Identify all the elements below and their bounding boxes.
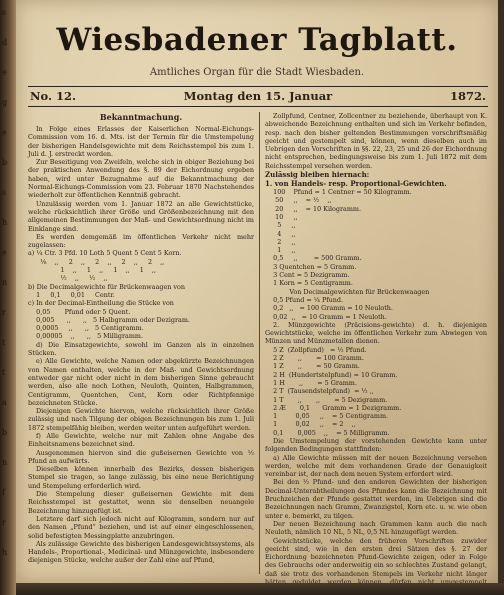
paragraph — [28, 432, 254, 449]
table-row: 50 ,, = ½ ,, — [265, 196, 332, 205]
paragraph-text: Als zulässige Gewichte des bisherigen Landesgewichtssystems, als Handels-, Proportional-, Medicinal- und Münzgewichte, insbesondere diejenigen Stücke, welche außer der Zahl eine auf Pfund, — [28, 539, 254, 565]
table-row: 0,5 ,, = 500 Gramm. — [265, 254, 362, 263]
header-rule-bottom — [28, 106, 488, 107]
paragraph-text: Ausgenommen hiervon sind die gußeisernen Gewichte von ½ Pfund an aufwärts. — [28, 448, 254, 465]
paragraph — [265, 437, 487, 454]
table-row: 1 H ,, = 5 Gramm. — [265, 378, 357, 387]
table-row: 5 Z (Zollpfund) = ½ Pfund. — [265, 345, 367, 354]
table-row: 1 ,, 1 ,, 1 ,, 1 ,, — [28, 266, 156, 275]
table-row: 20 ,, = 10 Kilogramm. — [265, 204, 362, 213]
paragraph-text: Dieselben können innerhalb des Bezirks, dessen bisherigen Stempel sie tragen, so lange zulässig, bis eine neue Berichtigung und Stempelung erforderlich wird. — [28, 465, 254, 490]
section-heading: Zulässig bleiben hiernach: — [265, 170, 370, 180]
table-row: ⅛ ,, 2 ,, 2 ,, 2 ,, 2 ,, — [28, 257, 165, 266]
spine-letter: s — [2, 8, 7, 17]
paragraph-text: In Folge eines Erlasses der Kaiserlichen Normal-Eichungs-Commission vom 16. d. Mts. ist der Termin für die Umstempelung der bisherigen Handelsgewichte mit dem Reichsstempel bis zum 1. Juli d. J. erstreckt worden. — [28, 125, 254, 158]
spine-letter: g — [2, 98, 8, 107]
spine-letter: b — [2, 428, 8, 437]
spine-letter: s — [2, 188, 7, 197]
paragraph — [28, 407, 254, 432]
table-row: 1 ,, — [265, 246, 296, 255]
table-row: ½ ,, ½ ,, — [28, 274, 108, 283]
table-row: 10 ,, — [265, 212, 298, 221]
paragraph-text: Gewichtstücke, welche den früheren Vorschriften zuwider geeicht sind, wie in den ersten drei Sätzen des §. 27 der Eichordnung bezeichneten Pfund-Gewichte zeigen, oder in Folge des Gebrauchs oder anderweitig ein so schlechtes Zustand gelangt, daß sie trotz des vorhandenen Stempels im Verkehr nicht länger — [265, 536, 487, 578]
table-row: 0,2 ,, = 100 Gramm = 10 Neuloth. — [265, 304, 393, 313]
spine-letter: e — [2, 248, 7, 257]
table-row: 1 Z ,, = 50 Gramm. — [265, 362, 360, 371]
paragraph-text: Zollpfund, Centner, Zollcentner zu beziehende, überhaupt von K. abweichende Bezeichnung enthalten und sich im Verkehr befinden, resp. nach den bisher geltenden Bestimmungen vorschriftsmäßig geeicht und gestempelt sind, können, wenn dieselben auch im Uebrigen den Vorschriften in §§. 22, 23, 25 und 26 der Eichordnung nicht entsprechen, bedingungsweise bis zum 1. Juli 1872 mit dem Reichsstempel versehen werden. — [265, 112, 487, 170]
table-row: 0,5 Pfund = ¼ Pfund. — [265, 295, 343, 304]
paragraph — [265, 321, 487, 346]
paragraph-text: 2. Münzgewichte (Präcisions-gewichte) d. h. diejenigen Gewichtstücke, welche im öffentlichen Verkehr zum Abwiegen von Münzen und Münzmetallen dienen. — [265, 320, 487, 346]
table-row: 2 Z ,, = 100 Gramm. — [265, 354, 364, 363]
newspaper-subtitle: Amtliches Organ für die Stadt Wiesbaden. — [149, 67, 365, 78]
table-row: 0,005 ,, ,, 5 Halbgramm oder Dezigram. — [28, 315, 190, 324]
table-row: 0,00005 ,, ,, 5 Milligramm. — [28, 332, 144, 341]
paragraph-text: f) Alle Gewichte, welche nur mit Zahlen ohne Angabe des Einheitsnamens bezeichnet sind. — [28, 431, 254, 449]
paragraph-text: Es werden demgemäß im öffentlichen Verkehr nicht mehr zugelassen: — [28, 232, 254, 250]
newspaper-page — [16, 0, 498, 583]
table-row: Von Decimalgewichten für Brückenwaagen — [265, 287, 430, 296]
spine-letter: h — [2, 218, 8, 227]
spine-letter: d — [2, 38, 8, 47]
paragraph — [28, 125, 254, 158]
paragraph — [28, 515, 254, 540]
table-row: 5 ,, — [265, 221, 296, 230]
table-row: 0,1 0,005 ,, = 5 Milligramm. — [265, 428, 390, 437]
paragraph — [265, 454, 487, 479]
table-row: c) In der Decimal-Eintheilung die Stücke von — [28, 299, 174, 308]
issue-number: No. 12. — [30, 89, 76, 103]
paragraph — [28, 200, 254, 233]
paragraph-text: Der neuen Bezeichnung nach Grammen kann auch die nach Neuloth, nämlich 10 NL, 5 NL, 0,5 NL hinzugefügt werden. — [265, 519, 487, 537]
table-row: 1 0,1 0,01 Centr. — [28, 290, 115, 299]
paragraph-text: e) Alle Gewichte, welche Namen oder abgekürzte Bezeichnungen von Namen enthalten, welche in der Maß- und Gewichtsordnung entweder gar nicht oder nicht in dem bisherigen Sinne gebraucht werden, also alle noch Lothen, Neuloth, Quinten, Halbgrammen, Centigramm, Quentchen, Cent, Korn oder Richtpfennige bezeichneten Stücke. — [28, 357, 254, 407]
spine-letter: b — [2, 158, 8, 167]
paragraph — [28, 465, 254, 490]
table-row: 2 Æ 0,1 Gramm = 1 Dezigramm. — [265, 403, 402, 412]
table-row: 1 Korn = 5 Centigramm. — [265, 279, 353, 288]
paragraph — [28, 158, 254, 199]
spine-letter: t — [2, 368, 6, 377]
table-row: 4 ,, — [265, 229, 296, 238]
table-row: 3 Quentchen = 5 Gramm. — [265, 262, 357, 271]
page-edge — [16, 583, 504, 595]
paragraph-text: Die Stempelung dieser gußeisernen Gewichte mit dem Reichsstempel ist gestattet, wenn sie denselben neuangele Bezeichnung hinzugefügt ist. — [28, 490, 254, 515]
paragraph — [28, 490, 254, 515]
paragraph-text: Diejenigen Gewichte hiervon, welche rücksichtlich ihrer Größe zulässig und nach Tilgung der obigen Bezeichnungen bis zum 1. Juli 1872 stempelfähig bleiben, werden weiter unten aufgeführt werden. — [28, 407, 254, 432]
spine-letter: t — [2, 338, 6, 347]
table-row: 0,0005 ,, ,, 5 Centigramm. — [28, 324, 144, 333]
paragraph-text: Bei den ½ Pfund- und den anderen Gewichten der bisherigen Decimal-Unterabtheilungen des Pfundes kann die Bezeichnung mit Bruchzeichen der Pfunde gestattet werden, im Uebrigen sind die Bezeichnungen nach Gramm, Zwanzigstel, Korn etc. u. w. wie oben unter e. bemerkt, zu tilgen. — [265, 478, 487, 520]
table-row: b) Die Decimalgewichte für Brückenwaagen von — [28, 282, 185, 291]
table-row: 3 Cent = 5 Dezigramm. — [265, 271, 350, 280]
paragraph — [265, 520, 487, 537]
issue-line — [30, 89, 486, 105]
spine-letter: h — [2, 548, 8, 557]
issue-year: 1872. — [449, 89, 486, 103]
spine-letter: f — [2, 488, 5, 497]
paragraph — [28, 357, 254, 407]
notice-heading: Bekanntmachung. — [99, 112, 183, 122]
spine-letter: n — [2, 278, 8, 287]
issue-date: Montag den 15. Januar — [183, 89, 333, 103]
table-row: 1 0,05 ,, = 5 Centigramm. — [265, 412, 389, 421]
header-rule-top — [28, 86, 488, 87]
paragraph — [28, 233, 254, 250]
table-row: 2 ,, — [265, 237, 296, 246]
table-row: 0,02 ,, = 10 Gramm = 1 Neuloth. — [265, 312, 387, 321]
table-row: 1 0,02 ,, = 2 ,, — [265, 420, 356, 429]
left-column — [28, 112, 254, 576]
paragraph-text: a) Alle Gewichte müssen mit der neuen Bezeichnung versehen werden, welche mit dem vorhandenen Grade der Genauigkeit vereinbar ist, der nach dem neuen System erfordert wird. — [265, 453, 487, 479]
paragraph-text: Zur Beseitigung von Zweifeln, welche sich in obiger Beziehung bei der praktischen Anwendung des §. 89 der Eichordnung ergeben haben, wird unter Bezugnahme auf die Bekanntmachung der Normal-Eichungs-Commission vom 23. Februar 1870 Nachstehendes wiederholt zur öffentlichen Kenntniß gebracht. — [28, 158, 254, 200]
paragraph — [265, 112, 487, 170]
section-heading: 1. von Handels- resp. Proportional-Gewichten. — [265, 179, 447, 189]
table-row: 100 Pfund = 1 Centner = 50 Kilogramm. — [265, 188, 412, 197]
spine-letter: r — [2, 518, 6, 527]
paragraph-text: Die Umstempelung der vorstehenden Gewichte kann unter folgenden Bedingungen stattfinden: — [265, 436, 487, 454]
table-row: a) ¼ Ctr. 3 Pfd. 10 Loth 5 Quent 5 Cent 5 Korn. — [28, 249, 182, 258]
book-spine — [0, 0, 16, 595]
column-divider — [259, 112, 260, 574]
spine-letter: e — [2, 68, 7, 77]
paragraph-text: d) Die Einsatzgewichte, sowohl im Ganzen als in einzelnen Stücken. — [28, 340, 254, 358]
spine-letter: a — [2, 398, 7, 407]
paragraph — [28, 540, 254, 565]
paragraph-text: Unzulässig werden vom 1. Januar 1872 an alle Gewichtstücke, welche rücksichtlich ihrer Größe und Größenbezeichnung mit den allgemeinen Bestimmungen der Maß- und Gewichtsordnung nicht im Einklange sind. — [28, 199, 254, 233]
paragraph-text: Letztere darf sich jedoch nicht auf Kilogramm, sondern nur auf den Namen „Pfund“ beziehen, und ist auf einer eingeschlossenen, solid befestigten Messingplatte anzubringen. — [28, 514, 254, 540]
paragraph — [28, 341, 254, 358]
newspaper-title: Wiesbadener Tagblatt. — [56, 22, 458, 58]
table-row: 2 T (Tausendstelpfund) = ½ ,, — [265, 387, 374, 396]
table-row: 1 T ,, ,, = 5 Dezigramm. — [265, 395, 388, 404]
table-row: 2 H (Hundertstelpfund) = 10 Gramm. — [265, 370, 398, 379]
spine-letter: e — [2, 128, 7, 137]
paragraph — [265, 478, 487, 519]
paragraph — [28, 449, 254, 466]
table-row: 0,05 Pfund oder 5 Quent. — [28, 307, 131, 316]
spine-letter: r — [2, 308, 6, 317]
right-column — [265, 112, 487, 576]
spine-letter: n — [2, 458, 8, 467]
